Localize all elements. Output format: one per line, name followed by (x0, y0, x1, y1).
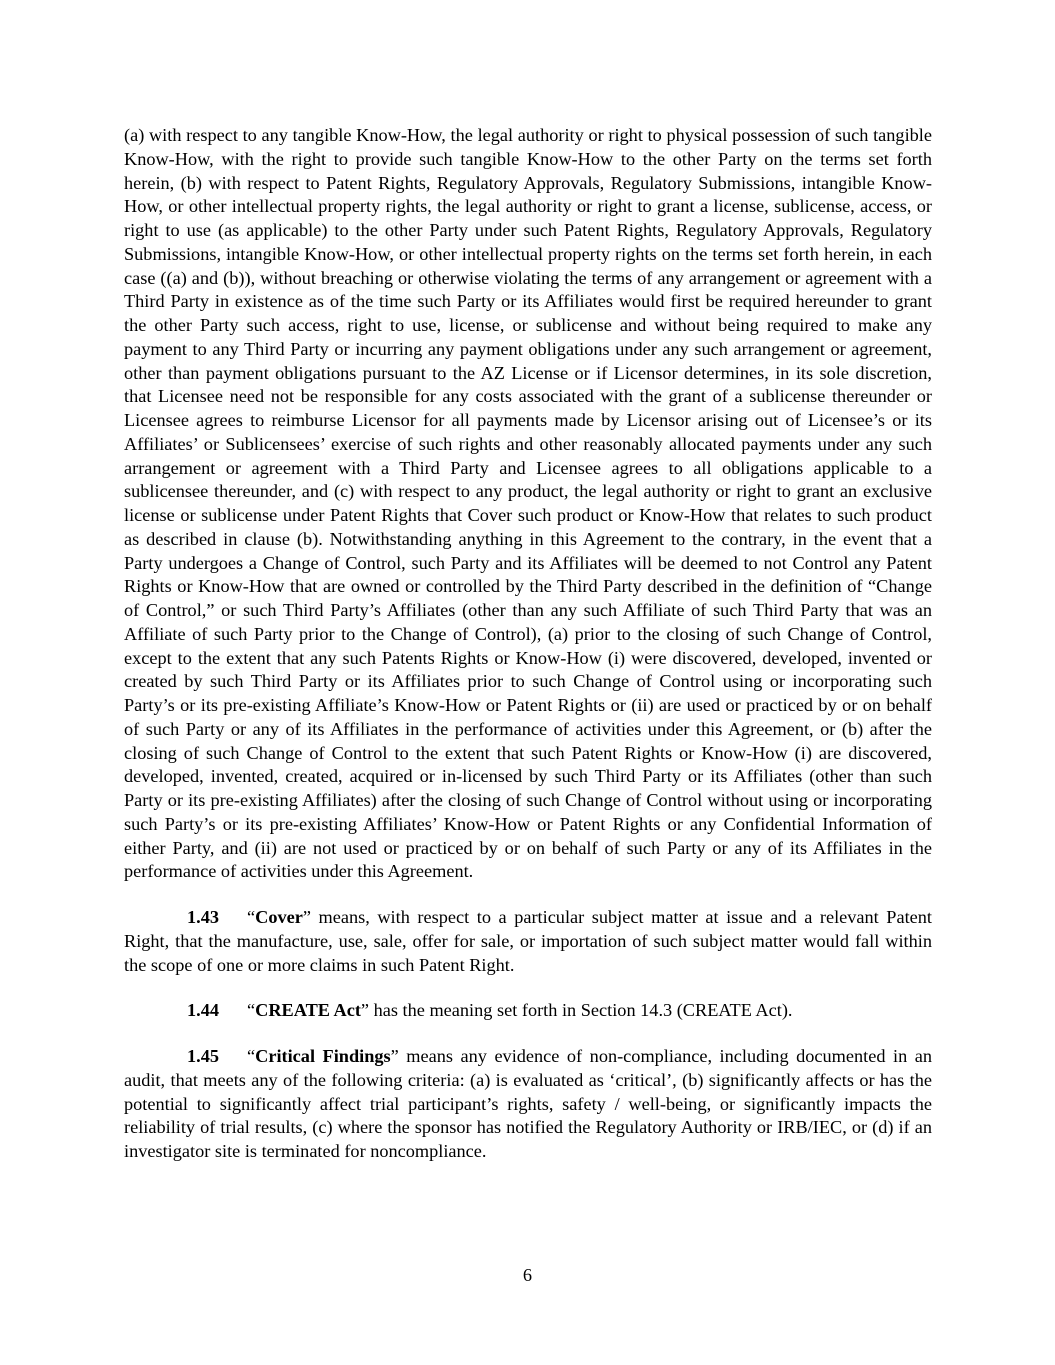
page-number: 6 (522, 1265, 533, 1285)
defined-term: Critical Findings (255, 1046, 391, 1066)
definition-1-45 (124, 1045, 932, 1164)
continuation-paragraph: (a) with respect to any tangible Know-How, the legal authority or right to physical possession of such tangible Know-How, with the right to provide such tangible Know-How to the other Party on the terms set forth herein, (b) with respect to Patent Rights, Regulatory Approvals, Regulatory Submissions, intangible Know-How, or other intellectual property rights, the legal authority or right to grant a license, sublicense, access, or right to use (as applicable) to the other Party under such Patent Rights, Regulatory Approvals, Regulatory Submissions, intangible Know-How, or other intellectual property rights on the terms set forth herein, in each case ((a) and (b)), without breaching or otherwise violating the terms of any arrangement or agreement with a Third Party in existence as of the time such Party or its Affiliates would first be required hereunder to grant the other Party such access, right to use, license, or sublicense and without being required to make any payment to any Third Party or incurring any payment obligations under any such arrangement or agreement, other than payment obligations pursuant to the AZ License or if Licensor determines, in its sole discretion, that Licensee need not be responsible for any costs associated with the grant of a sublicense thereunder or Licensee agrees to reimburse Licensor for all payments made by Licensor arising out of Licensee’s or its Affiliates’ or Sublicensees’ exercise of such rights and other reasonably allocated payments under any such arrangement or agreement with a Third Party and Licensee agrees to all obligations applicable to a sublicensee thereunder, and (c) with respect to any product, the legal authority or right to grant an exclusive license or sublicense under Patent Rights that Cover such product or Know-How that relates to such product as described in clause (b). Notwithstanding anything in this Agreement to the contrary, in the event that a Party undergoes a Change of Control, such Party and its Affiliates will be deemed to not Control any Patent Rights or Know-How that are owned or controlled by the Third Party described in the definition of “Change of Control,” or such Third Party’s Affiliates (other than any such Affiliate of such Third Party that was an Affiliate of such Party prior to the Change of Control), (a) prior to the closing of such Change of Control, except to the extent that any such Patents Rights or Know-How (i) were discovered, developed, invented or created by such Third Party or its Affiliates prior to such Change of Control using or incorporating such Party’s or its pre-existing Affiliate’s Know-How or Patent Rights or (ii) are used or practiced by or on behalf of such Party or any of its Affiliates in the performance of activities under this Agreement, or (b) after the closing of such Change of Control to the extent that such Patent Rights or Know-How (i) are discovered, developed, invented, created, acquired or in-licensed by such Third Party or its Affiliates (other than such Party or its pre-existing Affiliates) after the closing of such Change of Control without using or incorporating such Party’s or its pre-existing Affiliates’ Know-How or Patent Rights or any Confidential Information of either Party, and (ii) are not used or practiced by or on behalf of such Party or any of its Affiliates in the performance of activities under this Agreement. (124, 125, 932, 882)
defined-term: CREATE Act (255, 1000, 361, 1021)
definition-text: means, with respect to a particular subject matter at issue and a relevant Patent Right, that the manufacture, use, sale, offer for sale, or importation of such subject matter would fall within the scope of one or more claims in such Patent Right. (124, 907, 932, 975)
section-number: 1.43 (187, 907, 219, 927)
close-quote: ” (390, 1046, 399, 1066)
open-quote: “ (247, 1046, 256, 1066)
close-quote: ” (302, 907, 311, 927)
definition-text: means any evidence of non-compliance, including documented in an audit, that meets any of the following criteria: (a) is evaluated as ‘critical’, (b) significantly affects or has the potential to significantly affect trial participant’s rights, safety / well-being, or significantly impacts the reliability of trial results, (c) where the sponsor has notified the Regulatory Authority or IRB/IEC, or (d) if an investigator site is terminated for noncompliance. (124, 1046, 932, 1161)
open-quote: “ (247, 907, 256, 927)
section-number: 1.44 (187, 1000, 219, 1021)
definition-1-43 (124, 906, 932, 977)
document-body (124, 124, 932, 1164)
definition-1-44 (124, 999, 932, 1023)
close-quote: ” (360, 1000, 370, 1021)
section-number: 1.45 (187, 1046, 219, 1066)
defined-term: Cover (255, 907, 303, 927)
open-quote: “ (247, 1000, 256, 1021)
definition-text: has the meaning set forth in Section 14.3 (CREATE Act). (369, 1000, 793, 1021)
